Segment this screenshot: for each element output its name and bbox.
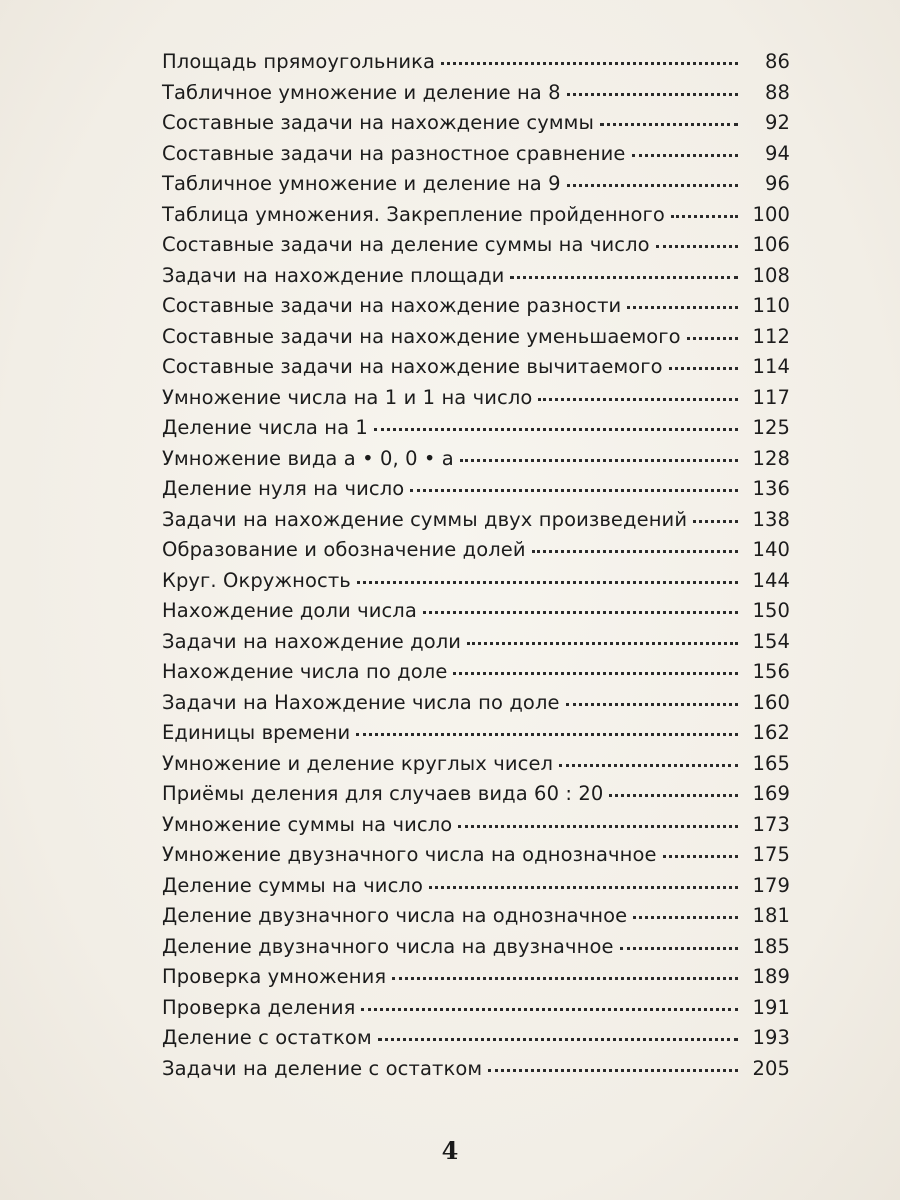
toc-entry: [162, 657, 790, 688]
toc-dot-leader: [374, 428, 738, 431]
toc-entry-title: Составные задачи на деление суммы на число: [162, 233, 650, 256]
toc-entry-title: Умножение числа на 1 и 1 на число: [162, 385, 533, 409]
toc-entry: [162, 535, 790, 566]
toc-dot-leader: [566, 703, 738, 706]
toc-entry-page: 138: [752, 507, 790, 531]
toc-entry-title: Нахождение доли числа: [162, 599, 417, 622]
toc-dot-leader: [663, 855, 738, 858]
toc-entry: [162, 261, 790, 292]
toc-entry-page: 205: [752, 1056, 790, 1080]
toc-dot-leader: [656, 245, 738, 248]
toc-entry-page: 156: [752, 660, 790, 683]
toc-entry-title: Задачи на Нахождение числа по доле: [162, 690, 560, 714]
toc-entry-page: 189: [752, 965, 790, 988]
toc-entry-page: 106: [752, 233, 790, 256]
toc-dot-leader: [532, 550, 738, 553]
toc-entry-title: Площадь прямоугольника: [162, 50, 436, 73]
toc-dot-leader: [410, 489, 738, 492]
toc-entry: [162, 230, 790, 261]
toc-entry-title: Деление нуля на число: [162, 477, 405, 500]
toc-entry: [162, 413, 790, 444]
toc-entry: [162, 139, 790, 170]
toc-entry: [162, 993, 790, 1024]
toc-entry-title: Деление с остатком: [162, 1026, 372, 1049]
toc-entry-page: 181: [752, 904, 790, 927]
toc-entry: [162, 383, 790, 414]
toc-entry-title: Нахождение числа по доле: [162, 660, 448, 683]
toc-entry: [162, 749, 790, 780]
toc-entry-title: Задачи на нахождение доли: [162, 629, 462, 653]
toc-entry-page: 128: [752, 446, 790, 470]
toc-entry-page: 86: [764, 50, 790, 73]
toc-entry: [162, 352, 790, 383]
toc-entry-title: Деление суммы на число: [162, 873, 423, 897]
toc-entry-page: 193: [752, 1026, 790, 1049]
toc-entry-title: Проверка деления: [162, 995, 356, 1019]
toc-dot-leader: [559, 764, 738, 767]
toc-entry-page: 100: [752, 202, 790, 226]
toc-entry: [162, 810, 790, 841]
toc-dot-leader: [600, 123, 738, 126]
toc-entry: [162, 169, 790, 200]
toc-entry-title: Образование и обозначение долей: [162, 538, 526, 561]
toc-entry: [162, 474, 790, 505]
toc-dot-leader: [458, 825, 738, 828]
toc-entry: [162, 932, 790, 963]
toc-dot-leader: [632, 154, 739, 157]
toc-dot-leader: [567, 184, 738, 187]
toc-dot-leader: [441, 62, 738, 65]
toc-entry-page: 88: [764, 80, 790, 104]
toc-entry-page: 175: [752, 843, 790, 866]
toc-entry-title: Задачи на деление с остатком: [162, 1056, 483, 1080]
toc-dot-leader: [357, 581, 738, 584]
toc-entry-title: Составные задачи на разностное сравнение: [162, 141, 626, 165]
toc-entry-page: 154: [752, 629, 790, 653]
toc-entry-title: Круг. Окружность: [162, 568, 351, 592]
toc-entry: [162, 779, 790, 810]
toc-entry-page: 125: [752, 416, 790, 439]
toc-entry-title: Составные задачи на нахождение уменьшаемого: [162, 324, 681, 348]
page-number: 4: [441, 1136, 459, 1165]
toc-entry-title: Составные задачи на нахождение разности: [162, 294, 622, 317]
toc-entry-title: Умножение вида а • 0, 0 • а: [162, 446, 454, 470]
toc-entry-page: 185: [752, 934, 790, 958]
toc-dot-leader: [627, 306, 738, 309]
toc-dot-leader: [620, 947, 738, 950]
toc-entry: [162, 505, 790, 536]
toc-entry: [162, 840, 790, 871]
toc-entry-page: 144: [752, 568, 790, 592]
toc-entry-title: Деление двузначного числа на двузначное: [162, 934, 614, 958]
toc-entry-page: 108: [752, 263, 790, 287]
toc-dot-leader: [429, 886, 738, 889]
toc-entry-title: Проверка умножения: [162, 965, 387, 988]
toc-entry-page: 110: [752, 294, 790, 317]
toc-entry-title: Составные задачи на нахождение вычитаемого: [162, 355, 663, 378]
toc-entry: [162, 291, 790, 322]
toc-dot-leader: [567, 93, 738, 96]
toc-entry-page: 94: [764, 141, 790, 165]
toc-entry-title: Умножение и деление круглых чисел: [162, 751, 554, 775]
toc-entry: [162, 200, 790, 231]
table-of-contents: [162, 47, 790, 1084]
toc-entry-title: Табличное умножение и деление на 9: [162, 172, 561, 195]
toc-dot-leader: [356, 733, 738, 736]
toc-entry-page: 92: [764, 111, 790, 134]
toc-entry-page: 114: [752, 355, 790, 378]
toc-entry-title: Приёмы деления для случаев вида 60 : 20: [162, 782, 604, 805]
toc-entry-page: 96: [764, 172, 790, 195]
toc-entry: [162, 871, 790, 902]
toc-entry: [162, 718, 790, 749]
toc-dot-leader: [538, 398, 738, 401]
toc-entry: [162, 901, 790, 932]
toc-dot-leader: [671, 215, 738, 218]
toc-entry: [162, 1023, 790, 1054]
toc-entry: [162, 322, 790, 353]
toc-entry-title: Деление числа на 1: [162, 416, 368, 439]
toc-dot-leader: [467, 642, 738, 645]
toc-entry: [162, 596, 790, 627]
toc-dot-leader: [423, 611, 738, 614]
toc-dot-leader: [392, 977, 738, 980]
toc-entry: [162, 108, 790, 139]
toc-entry: [162, 566, 790, 597]
toc-dot-leader: [488, 1069, 738, 1072]
toc-entry-title: Табличное умножение и деление на 8: [162, 80, 561, 104]
toc-entry-title: Деление двузначного числа на однозначное: [162, 904, 628, 927]
toc-entry-title: Задачи на нахождение суммы двух произведений: [162, 507, 688, 531]
toc-entry-page: 165: [752, 751, 790, 775]
toc-entry-title: Умножение суммы на число: [162, 812, 453, 836]
toc-entry-title: Составные задачи на нахождение суммы: [162, 111, 594, 134]
toc-entry-page: 191: [752, 995, 790, 1019]
toc-dot-leader: [633, 916, 738, 919]
toc-entry-page: 140: [752, 538, 790, 561]
toc-entry-page: 169: [752, 782, 790, 805]
toc-entry-title: Задачи на нахождение площади: [162, 263, 505, 287]
toc-entry: [162, 1054, 790, 1085]
toc-entry: [162, 444, 790, 475]
toc-entry-title: Умножение двузначного числа на однозначное: [162, 843, 657, 866]
toc-entry-title: Таблица умножения. Закрепление пройденного: [162, 202, 665, 226]
toc-entry: [162, 47, 790, 78]
toc-entry: [162, 962, 790, 993]
toc-entry-page: 150: [752, 599, 790, 622]
toc-dot-leader: [510, 276, 738, 279]
toc-dot-leader: [609, 794, 738, 797]
toc-entry-page: 117: [752, 385, 790, 409]
toc-dot-leader: [361, 1008, 738, 1011]
toc-entry-title: Единицы времени: [162, 721, 351, 744]
toc-entry-page: 112: [752, 324, 790, 348]
toc-entry-page: 179: [752, 873, 790, 897]
toc-dot-leader: [453, 672, 738, 675]
toc-entry: [162, 688, 790, 719]
toc-entry: [162, 627, 790, 658]
toc-entry-page: 160: [752, 690, 790, 714]
toc-entry: [162, 78, 790, 109]
toc-entry-page: 136: [752, 477, 790, 500]
toc-entry-page: 173: [752, 812, 790, 836]
toc-entry-page: 162: [752, 721, 790, 744]
toc-dot-leader: [460, 459, 738, 462]
toc-dot-leader: [687, 337, 738, 340]
toc-dot-leader: [378, 1038, 738, 1041]
toc-dot-leader: [693, 520, 738, 523]
toc-dot-leader: [669, 367, 738, 370]
